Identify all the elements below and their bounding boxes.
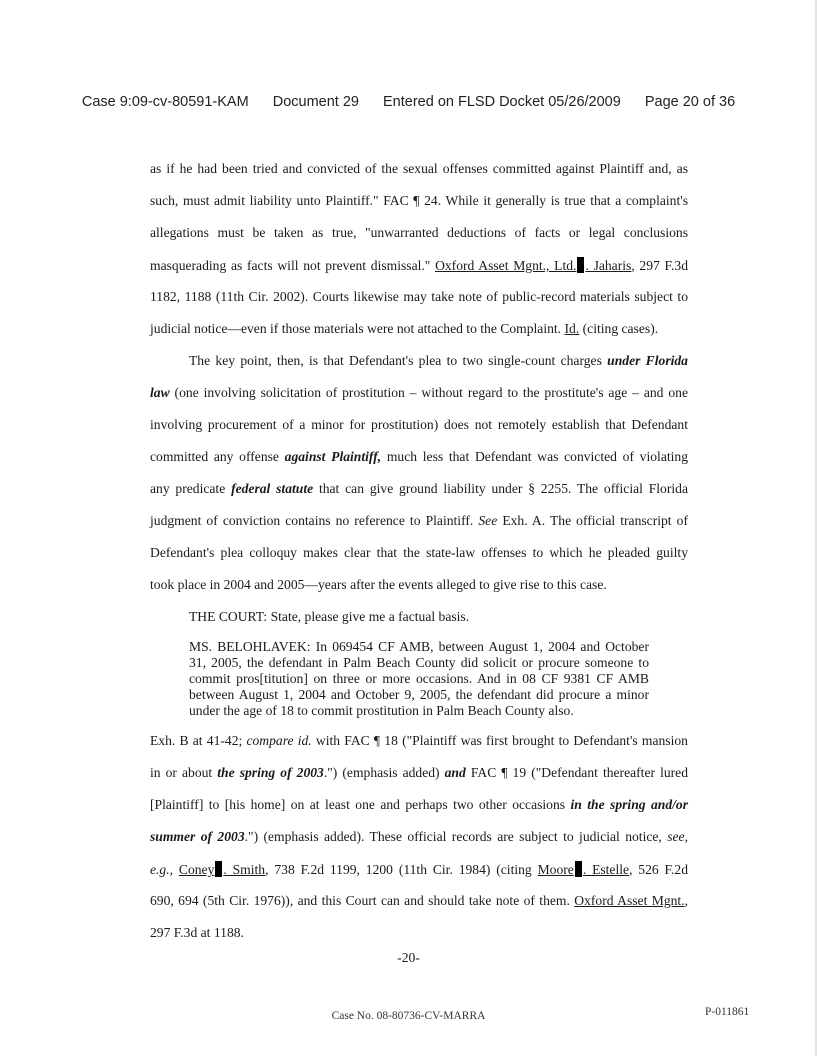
body-line: committed any offense against Plaintiff, much less that Defendant was convicted of violating — [150, 449, 689, 464]
body-line: took place in 2004 and 2005—years after the events alleged to give rise to this case. — [150, 577, 607, 592]
redaction-bar — [215, 861, 222, 877]
body-line: judicial notice—even if those materials were not attached to the Complaint. Id. (citing cases). — [150, 321, 659, 336]
header-document: Document 29 — [272, 94, 359, 110]
quote-line: between August 1, 2004 and October 9, 2005, the defendant did procure a minor — [189, 687, 649, 702]
quote-line: THE COURT: State, please give me a factual basis. — [189, 609, 470, 624]
footer-case-number: Case No. 08-80736-CV-MARRA — [331, 1010, 486, 1022]
body-line: summer of 2003.") (emphasis added). These official records are subject to judicial notice, see, — [150, 829, 688, 844]
quote-line: commit pros[titution] on three or more occasions. And in 08 CF 9381 CF AMB — [189, 671, 649, 686]
redaction-bar — [577, 257, 584, 273]
body-line: 1182, 1188 (11th Cir. 2002). Courts likewise may take note of public-record materials subject to — [150, 289, 688, 304]
body-line: any predicate federal statute that can give ground liability under § 2255. The official Florida — [150, 481, 688, 496]
body-line: masquerading as facts will not prevent dismissal." Oxford Asset Mgnt., Ltd. . Jaharis, 297 F.3d — [150, 258, 688, 273]
case-citation: Oxford Asset Mgnt. — [574, 893, 685, 908]
id-citation: Id. — [564, 321, 580, 336]
body-line: 690, 694 (5th Cir. 1976)), and this Court can and should take note of them. Oxford Asset Mgnt., — [150, 893, 688, 908]
header-page: Page 20 of 36 — [644, 94, 736, 110]
quote-line: under the age of 18 to commit prostitution in Palm Beach County also. — [189, 703, 574, 718]
case-citation: Moore — [537, 862, 574, 877]
body-line: 297 F.3d at 1188. — [150, 925, 244, 940]
quote-line: 31, 2005, the defendant in Palm Beach County did solicit or procure someone to — [189, 655, 649, 670]
body-line: Exh. B at 41-42; compare id. with FAC ¶ 18 ("Plaintiff was first brought to Defendant's mansion — [150, 733, 688, 748]
redaction-bar — [575, 861, 582, 877]
case-citation: . Smith — [223, 862, 266, 877]
case-citation: . Jaharis — [585, 258, 632, 273]
body-line: judgment of conviction contains no reference to Plaintiff. See Exh. A. The official transcript of — [150, 513, 688, 528]
body-line: e.g., Coney . Smith, 738 F.2d 1199, 1200 (11th Cir. 1984) (citing Moore . Estelle, 526 F.2d — [150, 862, 688, 877]
header-case-number: Case 9:09-cv-80591-KAM — [81, 94, 249, 110]
body-line: law (one involving solicitation of prostitution – without regard to the prostitute's age – and one — [150, 385, 688, 400]
page-number: -20- — [397, 950, 420, 965]
body-line: Defendant's plea colloquy makes clear that the state-law offenses to which he pleaded guilty — [150, 545, 688, 560]
header-entered: Entered on FLSD Docket 05/26/2009 — [383, 94, 621, 110]
bates-number: P-011861 — [705, 1006, 750, 1018]
body-line: in or about the spring of 2003.") (emphasis added) and FAC ¶ 19 ("Defendant thereafter lured — [150, 765, 688, 780]
body-line: [Plaintiff] to [his home] on at least one and perhaps two other occasions in the spring and/or — [150, 797, 688, 812]
case-citation: Oxford Asset Mgnt., Ltd. — [435, 258, 577, 273]
body-line: as if he had been tried and convicted of the sexual offenses committed against Plaintiff and, as — [150, 161, 688, 176]
body-line: The key point, then, is that Defendant's plea to two single-count charges under Florida — [189, 353, 688, 368]
case-citation: Coney — [178, 862, 215, 877]
body-line: such, must admit liability unto Plaintiff." FAC ¶ 24. While it generally is true that a complaint's — [150, 193, 688, 208]
case-citation: . Estelle — [582, 862, 630, 877]
docket-header — [0, 94, 817, 110]
body-line: involving procurement of a minor for prostitution) does not remotely establish that Defendant — [150, 417, 688, 432]
quote-line: MS. BELOHLAVEK: In 069454 CF AMB, between August 1, 2004 and October — [189, 639, 649, 654]
body-line: allegations must be taken as true, "unwarranted deductions of facts or legal conclusions — [150, 225, 688, 240]
